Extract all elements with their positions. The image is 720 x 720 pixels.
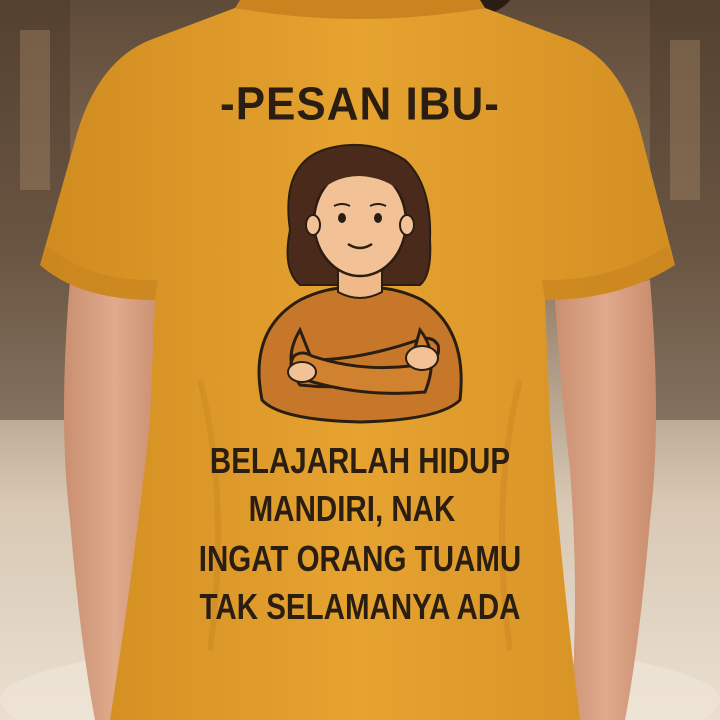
shirt-title: -PESAN IBU- bbox=[220, 78, 500, 131]
message-line-2: MANDIRI, NAK bbox=[248, 488, 456, 529]
message-line-3: INGAT ORANG TUAMU bbox=[198, 538, 522, 579]
message-line-4: TAK SELAMANYA ADA bbox=[199, 586, 521, 627]
message-line-1: BELAJARLAH HIDUP bbox=[209, 440, 511, 481]
